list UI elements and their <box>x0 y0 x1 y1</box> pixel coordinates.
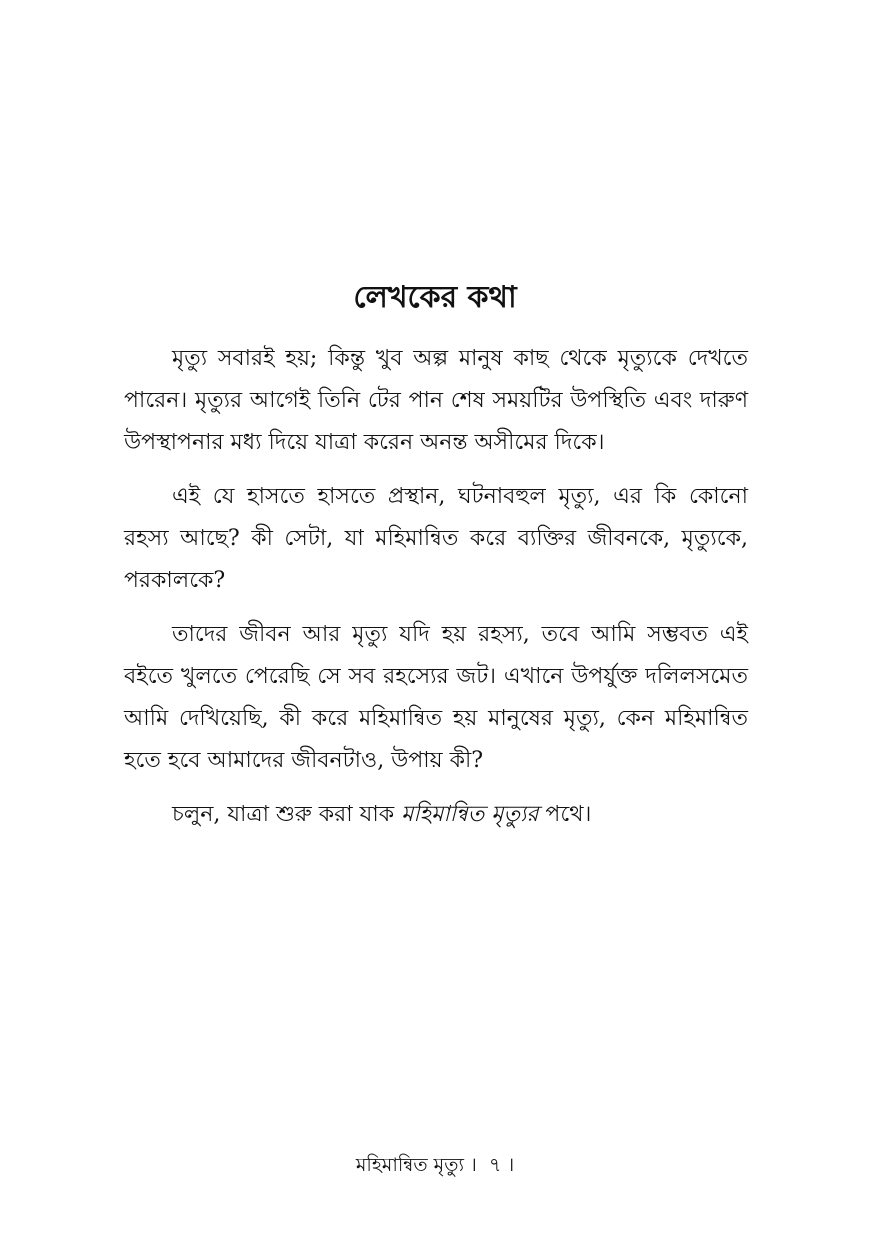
page-number: ৭ <box>488 1154 502 1176</box>
paragraph-2: এই যে হাসতে হাসতে প্রস্থান, ঘটনাবহুল মৃত্যু, এর কি কোনো রহস্য আছে? কী সেটা, যা মহিমান্বিত করে ব্যক্তির জীবনকে, মৃত্যুকে, পরকালকে? <box>124 484 748 593</box>
paragraph-1: মৃত্যু সবারই হয়; কিন্তু খুব অল্প মানুষ কাছ থেকে মৃত্যুকে দেখতে পারেন। মৃত্যুর আগেই তিনি টের পান শেষ সময়টির উপস্থিতি এবং দারুণ উপস্থাপনার মধ্য দিয়ে যাত্রা করেন অনন্ত অসীমের দিকে। <box>124 346 748 455</box>
paragraph-4-prefix: চলুন, যাত্রা শুরু করা যাক <box>172 802 402 827</box>
footer-separator: । <box>470 1154 477 1176</box>
page-footer <box>0 1150 870 1180</box>
footer-end-mark: । <box>507 1154 515 1176</box>
paragraph-4-suffix: পথে। <box>538 802 592 827</box>
page-title: লেখকের কথা <box>353 280 517 315</box>
footer-book-title: মহিমান্বিত মৃত্যু <box>355 1154 464 1176</box>
paragraph-4 <box>124 794 748 836</box>
body-text <box>124 338 748 848</box>
paragraph-4-italic-book-title: মহিমান্বিত মৃত্যুর <box>401 802 539 827</box>
paragraph-3: তাদের জীবন আর মৃত্যু যদি হয় রহস্য, তবে আমি সম্ভবত এই বইতে খুলতে পেরেছি সে সব রহস্যের জট। এখানে উপর্যুক্ত দলিলসমেত আমি দেখিয়েছি, কী করে মহিমান্বিত হয় মানুষের মৃত্যু, কেন মহিমান্বিত হতে হবে আমাদের জীবনটাও, উপায় কী? <box>124 622 748 773</box>
